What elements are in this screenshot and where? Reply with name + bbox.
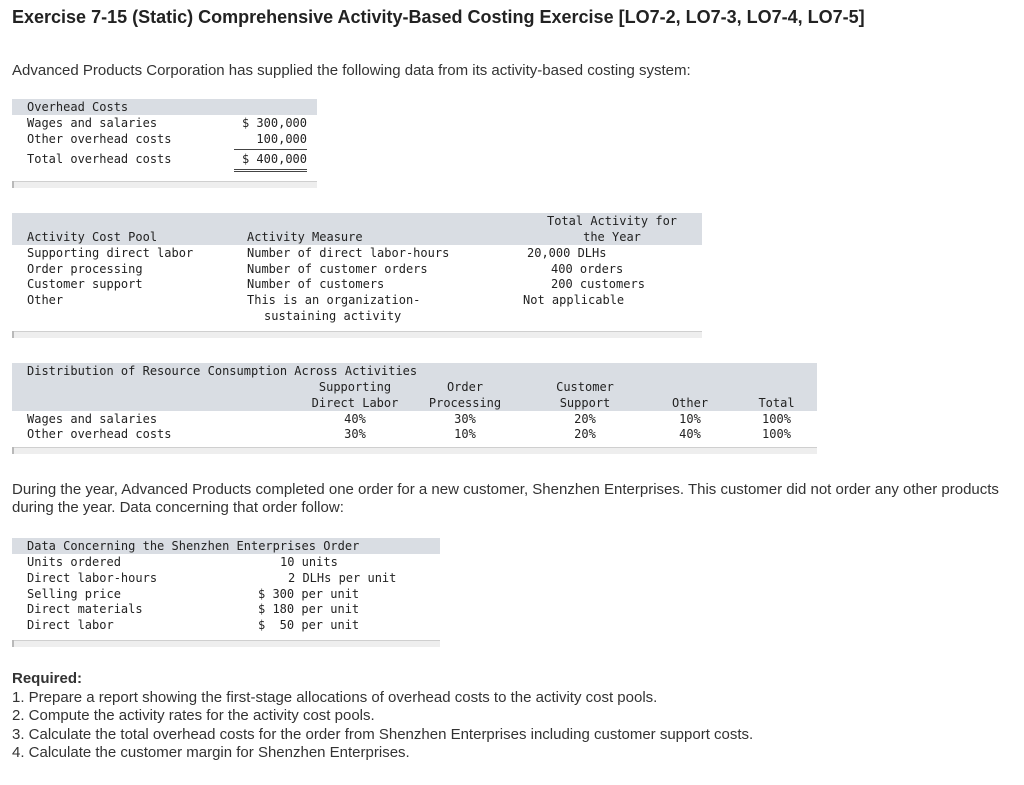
col-order-processing: Processing (428, 396, 502, 410)
header-activity-cost-pool: Activity Cost Pool (27, 230, 158, 244)
activity-pool: Other (27, 293, 64, 307)
overhead-row-label: Wages and salaries (27, 116, 158, 130)
col-total: Total (758, 396, 795, 410)
activity-total: 20,000 DLHs (527, 246, 607, 260)
distribution-table (12, 363, 817, 443)
col-supporting-direct-labor: Supporting (318, 380, 392, 394)
order-row-label: Direct labor-hours (27, 571, 158, 585)
activity-total: 200 customers (551, 277, 645, 291)
distribution-cell: 10% (454, 427, 476, 441)
distribution-table-footer (12, 447, 817, 454)
distribution-row-label: Other overhead costs (27, 427, 172, 441)
distribution-cell: 100% (762, 412, 791, 426)
activity-total: Not applicable (523, 293, 625, 307)
distribution-cell: 30% (454, 412, 476, 426)
activity-pool: Customer support (27, 277, 143, 291)
overhead-total-label: Total overhead costs (27, 152, 172, 166)
col-customer-support: Support (559, 396, 611, 410)
shenzhen-order-table (12, 538, 440, 634)
distribution-cell: 20% (574, 427, 596, 441)
activity-measure: This is an organization- (247, 293, 421, 307)
activity-measure: Number of customers (247, 277, 385, 291)
col-customer-support: Customer (556, 380, 614, 394)
col-order-processing: Order (446, 380, 484, 394)
order-row-value: 2 DLHs per unit (288, 571, 397, 585)
overhead-header: Overhead Costs (27, 100, 129, 114)
activity-cost-pool-table (12, 213, 702, 329)
required-item: 2. Compute the activity rates for the activity cost pools. (12, 707, 375, 724)
required-section (12, 670, 753, 763)
order-row-label: Direct labor (27, 618, 114, 632)
order-header: Data Concerning the Shenzhen Enterprises Order (27, 539, 360, 553)
required-item: 4. Calculate the customer margin for Shenzhen Enterprises. (12, 744, 410, 761)
activity-measure: Number of customer orders (247, 262, 428, 276)
order-row-value: $ 300 per unit (258, 587, 360, 601)
activity-total: 400 orders (551, 262, 624, 276)
col-other: Other (671, 396, 709, 410)
activity-pool: Supporting direct labor (27, 246, 194, 260)
overhead-row-value: $ 300,000 (241, 116, 307, 130)
order-row-label: Direct materials (27, 602, 143, 616)
required-heading: Required: (12, 670, 83, 687)
header-total-activity: Total Activity for (546, 214, 678, 228)
order-row-label: Selling price (27, 587, 121, 601)
overhead-row-label: Other overhead costs (27, 132, 172, 146)
distribution-cell: 100% (762, 427, 791, 441)
distribution-title: Distribution of Resource Consumption Across Activities (27, 364, 418, 378)
header-activity-measure: Activity Measure (247, 230, 363, 244)
order-description: During the year, Advanced Products completed one order for a new customer, Shenzhen Enterprises. This customer did not order any other products during the year. Data concerning that order follow: (12, 481, 999, 516)
order-row-label: Units ordered (27, 555, 121, 569)
overhead-table-footer (12, 181, 317, 188)
required-item: 3. Calculate the total overhead costs for the order from Shenzhen Enterprises including customer support costs. (12, 725, 754, 743)
overhead-row-value: 100,000 (234, 132, 307, 150)
order-row-value: $ 180 per unit (258, 602, 360, 616)
page-title: Exercise 7-15 (Static) Comprehensive Activity-Based Costing Exercise [LO7-2, LO7-3, LO7-4, LO7-5] (12, 7, 865, 27)
distribution-cell: 30% (344, 427, 366, 441)
activity-pool: Order processing (27, 262, 143, 276)
distribution-row-label: Wages and salaries (27, 412, 158, 426)
intro-text: Advanced Products Corporation has supplied the following data from its activity-based costing system: (12, 62, 691, 79)
distribution-cell: 40% (344, 412, 366, 426)
col-supporting-direct-labor: Direct Labor (311, 396, 399, 410)
distribution-cell: 20% (574, 412, 596, 426)
activity-measure: Number of direct labor-hours (247, 246, 450, 260)
distribution-cell: 10% (679, 412, 701, 426)
required-item: 1. Prepare a report showing the first-stage allocations of overhead costs to the activity cost pools. (12, 688, 658, 706)
order-row-value: $ 50 per unit (258, 618, 360, 632)
order-row-value: 10 units (280, 555, 338, 569)
distribution-cell: 40% (679, 427, 701, 441)
activity-table-footer (12, 331, 702, 338)
header-total-activity-line2: the Year (583, 230, 641, 244)
order-table-footer (12, 640, 440, 647)
overhead-costs-table (12, 99, 317, 179)
overhead-total-value: $ 400,000 (234, 152, 307, 172)
activity-measure-continued: sustaining activity (264, 309, 402, 323)
